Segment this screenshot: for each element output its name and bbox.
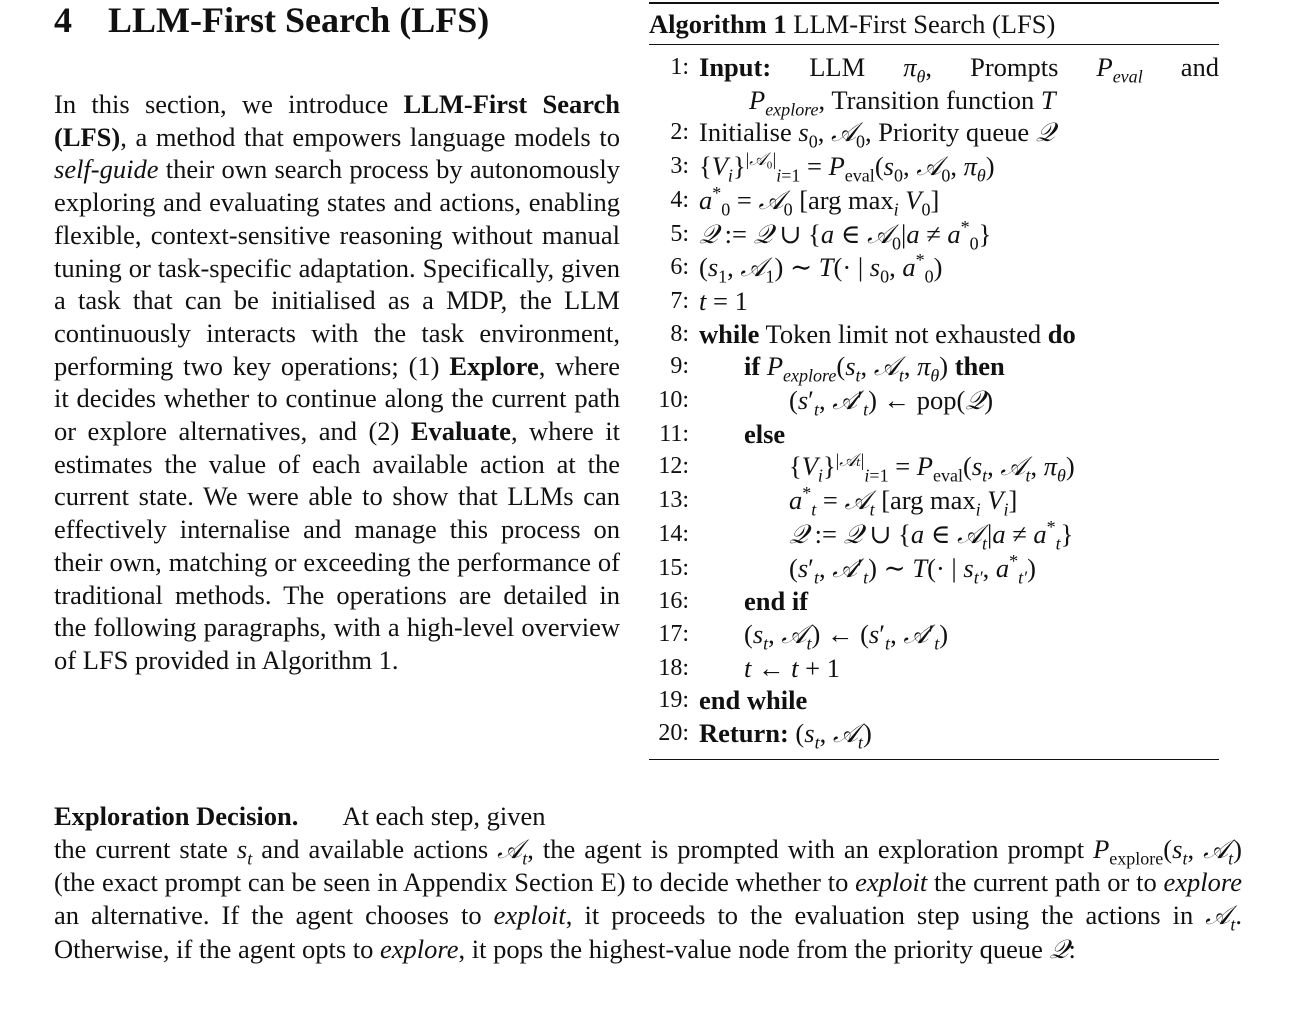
algorithm-lines xyxy=(649,45,1219,759)
exploration-text: , it pops the highest-value node from the priority queue xyxy=(458,933,1050,964)
algo-text: LLM xyxy=(809,52,866,82)
italic-explore: explore xyxy=(380,933,459,964)
algo-text: Priority queue xyxy=(878,117,1030,148)
intro-bold-explore: Explore xyxy=(449,350,539,381)
exploration-text: . Otherwise, if the agent opts to xyxy=(54,900,1243,964)
line-number: 6: xyxy=(670,254,689,281)
algorithm-code: $a^*_0$ = 𝒜$_0$ [arg $\max_i V_0$] xyxy=(699,182,940,220)
line-number: 7: xyxy=(670,287,689,314)
algorithm-code: Initialise $s_0$, 𝒜$_0$, Priority queue 𝒬 xyxy=(699,117,1055,152)
algorithm-line-15 xyxy=(649,552,1219,586)
algorithm-line-11 xyxy=(649,418,1219,451)
exploration-text: , the agent is prompted with an exploration prompt xyxy=(527,833,1094,864)
exploration-text: : xyxy=(1068,933,1076,964)
algo-text: arg max xyxy=(808,184,894,215)
algorithm-code: $\{V_i\}^{|𝒜_t|}_{i=1} = P_{eval}(s_t$, 𝒜$_t$, $\pi_\theta$) xyxy=(789,449,1075,486)
line-number: 13: xyxy=(658,487,689,514)
line-number: 12: xyxy=(658,453,689,480)
algo-text: Prompts xyxy=(970,52,1059,82)
exploration-text: (the exact prompt can be seen in Appendix Section E) to decide whether to xyxy=(54,867,856,898)
exploration-text: , it proceeds to the evaluation step using the actions in xyxy=(565,900,1206,931)
algorithm-code: $\{V_i\}^{|𝒜_0|}_{i=1} = P_{eval}(s_0$, 𝒜$_0$, $\pi_\theta$) xyxy=(699,149,995,186)
line-number: 9: xyxy=(670,353,689,380)
line-number: 20: xyxy=(658,720,689,747)
line-number: 4: xyxy=(670,186,689,213)
algo-text: arg max xyxy=(890,485,976,516)
exploration-text: the current state xyxy=(54,833,237,864)
algorithm-code: ($s'_t$, $𝒜'_t$) ← pop(𝒬) xyxy=(789,385,994,420)
section-title-text: LLM-First Search (LFS) xyxy=(108,0,490,40)
intro-bold-evaluate: Evaluate xyxy=(410,416,511,447)
line-number: 19: xyxy=(658,687,689,714)
section-title xyxy=(54,0,489,42)
algorithm-code xyxy=(699,684,1219,717)
algorithm-line-1-cont xyxy=(649,84,1219,117)
intro-text: , where it estimates the value of each available action at the current state. We were able to show that LLMs can effectively internalise and manage this process on their own, matching or exceeding the performance of traditional methods. The operations are detailed in the following paragraphs, with a high-level overview of LFS provided in Algorithm 1. xyxy=(54,416,620,675)
algorithm-code: 𝒬 := 𝒬 ∪ {a ∈ 𝒜$_0$|a ≠ $a^*_0$} xyxy=(699,216,992,253)
line-number: 11: xyxy=(659,420,689,447)
keyword-if: if xyxy=(744,351,761,382)
algorithm-code: ($s'_t$, $𝒜'_t$) ∼ T(· | $s_{t'}$, $a^*_{t'}$) xyxy=(789,550,1036,587)
keyword-do: do xyxy=(1047,318,1076,349)
algo-text: and xyxy=(1180,52,1220,82)
line-number: 1: xyxy=(670,54,689,80)
algorithm-line-6 xyxy=(649,251,1219,285)
intro-text: , where it decides whether to continue along the current path or explore alternatives, and (2) xyxy=(54,350,620,447)
italic-exploit: exploit xyxy=(855,867,928,898)
algorithm-line-18 xyxy=(649,652,1219,685)
algorithm-code: $a^*_t$ = 𝒜$_t$ [arg $\max_i V_i$] xyxy=(789,483,1018,520)
algorithm-code: ($s_1$, 𝒜$_1$) ∼ T(· | $s_0$, $a^*_0$) xyxy=(699,250,943,287)
line-number: 15: xyxy=(658,554,689,581)
algorithm-line-4 xyxy=(649,184,1219,218)
exploration-text: the current path or to xyxy=(927,867,1164,898)
keyword-while: while xyxy=(699,318,760,349)
algorithm-line-19 xyxy=(649,684,1219,717)
keyword-end-if: end if xyxy=(744,586,809,617)
algo-text: Transition function xyxy=(831,84,1035,115)
intro-italic-self-guide: self-guide xyxy=(54,154,159,185)
algorithm-code: $P_{explore}$, Transition function T xyxy=(749,84,1056,119)
algorithm-line-13 xyxy=(649,484,1219,518)
algorithm-label: Algorithm 1 xyxy=(649,9,787,39)
line-number: 14: xyxy=(658,520,689,547)
intro-paragraph xyxy=(54,88,620,677)
line-number: 5: xyxy=(670,220,689,247)
algorithm-code: t ← t + 1 xyxy=(744,652,840,683)
intro-text: their own search process by autonomously exploring and evaluating states and actions, enabling flexible, context-sensitive reasoning without manual tuning or task-specific adaptation. Specifically, given a task that can be initialised as a MDP, the LLM continuously interacts with the task environment, performing two key operations; (1) xyxy=(54,154,620,381)
italic-explore: explore xyxy=(1163,867,1243,898)
algorithm-code xyxy=(699,585,1219,618)
algorithm-line-5 xyxy=(649,218,1219,252)
exploration-paragraph: Exploration Decision. At each step, given the current state $s_t$ and available actions 𝒜$_t$, the agent is prompted with an exploration prompt $P_{explore}(s_t$, 𝒜$_t$) (the exact prompt can be seen in Appendix Section E) to decide whether to exploit the current path or to explore an alternative. If the agent chooses to exploit, it proceeds to the evaluation step using the actions in 𝒜$_t$. Otherwise, if the agent opts to explore, it pops the highest-value node from the priority queue 𝒬: xyxy=(54,801,1243,965)
algorithm-line-9 xyxy=(649,350,1219,384)
intro-text: , a method that empowers language models to xyxy=(120,121,620,152)
algorithm-code xyxy=(699,418,1219,451)
algorithm-title: LLM-First Search (LFS) xyxy=(793,9,1056,39)
line-number: 3: xyxy=(670,153,689,180)
intro-bold-lfs: LLM-First Search (LFS) xyxy=(54,89,621,152)
keyword-end-while: end while xyxy=(699,685,808,716)
algorithm-line-20 xyxy=(649,717,1219,751)
exploration-text: and available actions xyxy=(252,833,498,864)
exploration-text: At each step, given xyxy=(342,801,546,831)
section-number: 4 xyxy=(54,0,72,40)
keyword-then: then xyxy=(954,351,1005,382)
algorithm-line-12 xyxy=(649,450,1219,484)
algorithm-code: 𝒬 := 𝒬 ∪ {a ∈ 𝒜$_t$|a ≠ $a^*_t$} xyxy=(789,517,1074,554)
exploration-text: an alternative. If the agent chooses to xyxy=(54,900,494,931)
algorithm-line-2 xyxy=(649,116,1219,150)
algorithm-code: t = 1 xyxy=(699,285,748,316)
algorithm-line-14 xyxy=(649,518,1219,552)
exploration-heading: Exploration Decision. xyxy=(54,801,299,831)
italic-exploit: exploit xyxy=(493,900,566,931)
algorithm-line-1 xyxy=(649,51,1220,87)
algorithm-line-3 xyxy=(649,150,1219,184)
algorithm-code: Return: ($s_t$, 𝒜$_t$) xyxy=(699,718,872,753)
algorithm-line-17 xyxy=(649,618,1219,652)
line-number: 18: xyxy=(658,654,689,681)
line-number: 2: xyxy=(670,119,689,146)
keyword-else: else xyxy=(744,418,786,449)
line-number: 16: xyxy=(658,588,689,615)
algorithm-code xyxy=(699,318,1219,351)
line-number: 10: xyxy=(658,387,689,414)
algo-text: pop xyxy=(916,385,957,416)
keyword-return: Return: xyxy=(699,718,789,749)
algorithm-line-8 xyxy=(649,318,1219,351)
algorithm-caption xyxy=(649,4,1219,45)
algo-text: Initialise xyxy=(699,117,792,148)
intro-text: In this section, we introduce xyxy=(54,89,404,119)
line-number: 17: xyxy=(658,620,689,647)
line-number: 8: xyxy=(670,320,689,347)
algorithm-code: if $P_{explore}(s_t$, 𝒜$_t$, $\pi_\theta$) then xyxy=(744,351,1005,386)
keyword-input: Input: xyxy=(699,52,772,82)
algorithm-line-10 xyxy=(649,384,1219,418)
algorithm-box xyxy=(649,2,1219,760)
algorithm-code: Input: LLM $\pi_\theta$, Prompts $P_{eval}$ and xyxy=(699,52,1220,87)
algorithm-line-7 xyxy=(649,285,1219,318)
algorithm-code: ($s_t$, 𝒜$_t$) ← ($s'_t$, $𝒜'_t$) xyxy=(744,618,949,654)
algo-text: Token limit not exhausted xyxy=(765,318,1042,349)
algorithm-line-16 xyxy=(649,585,1219,618)
